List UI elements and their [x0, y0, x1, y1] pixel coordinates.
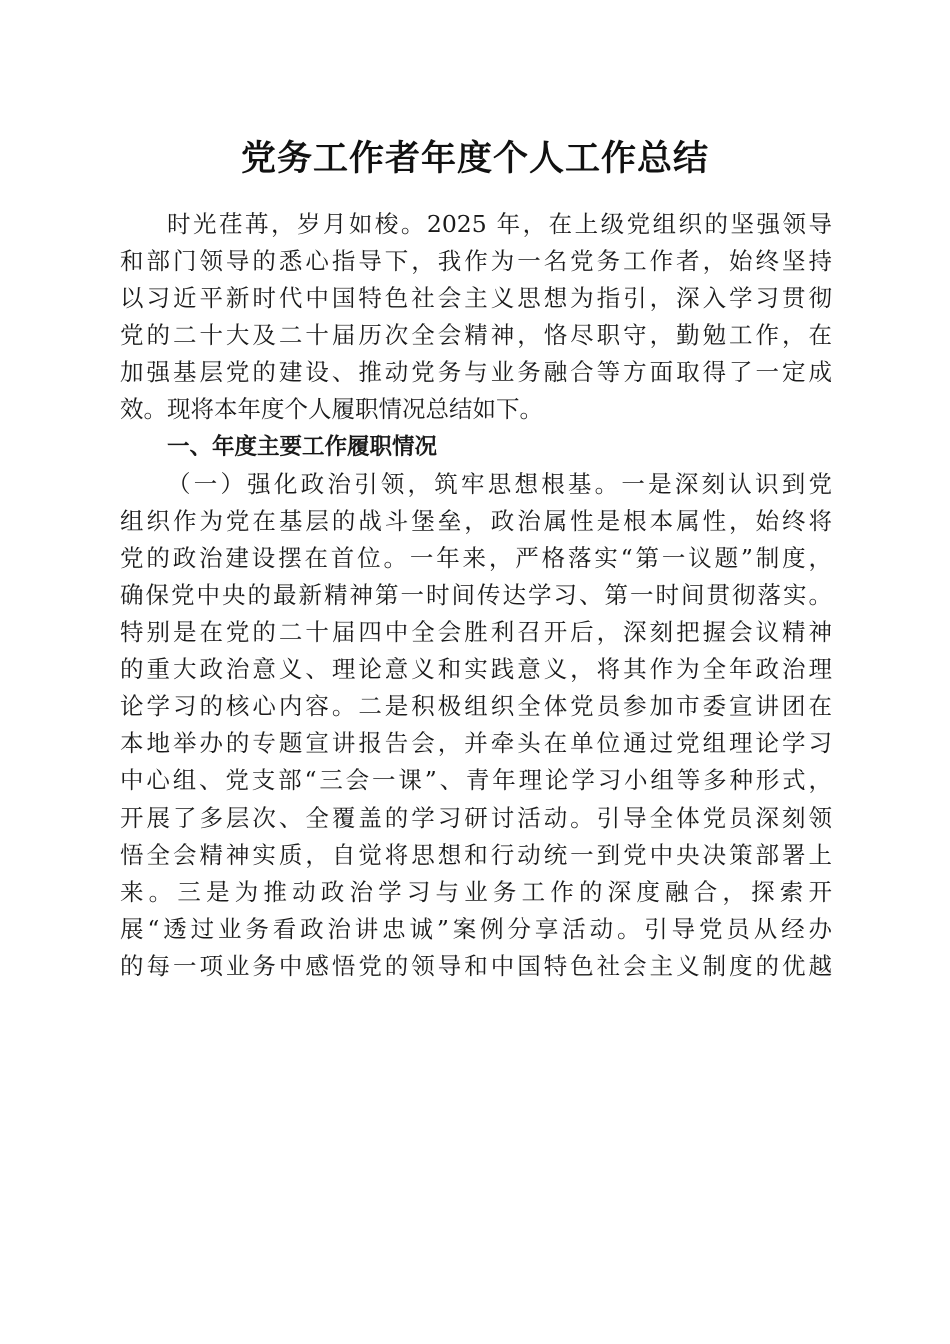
paragraph-line: 以习近平新时代中国特色社会主义思想为指引，深入学习贯彻 [120, 284, 832, 313]
document-title: 党务工作者年度个人工作总结 [240, 138, 709, 179]
paragraph-line: 和部门领导的悉心指导下，我作为一名党务工作者，始终坚持 [120, 247, 832, 276]
paragraph-line: 党的政治建设摆在首位。一年来，严格落实“第一议题”制度， [120, 543, 832, 572]
paragraph-line: 效。现将本年度个人履职情况总结如下。 [120, 395, 543, 424]
paragraph-line: 党的二十大及二十届历次全会精神，恪尽职守，勤勉工作，在 [120, 321, 832, 350]
paragraph-line: 的每一项业务中感悟党的领导和中国特色社会主义制度的优越 [120, 951, 832, 980]
paragraph-line: 展“透过业务看政治讲忠诚”案例分享活动。引导党员从经办 [120, 914, 832, 943]
document-body [120, 206, 832, 985]
paragraph-line: 组织作为党在基层的战斗堡垒，政治属性是根本属性，始终将 [120, 506, 832, 535]
paragraph-line: 确保党中央的最新精神第一时间传达学习、第一时间贯彻落实。 [120, 580, 832, 609]
section-heading: 一、年度主要工作履职情况 [167, 433, 438, 460]
paragraph-line: 来。三是为推动政治学习与业务工作的深度融合，探索开 [120, 877, 832, 906]
paragraph-line: 特别是在党的二十届四中全会胜利召开后，深刻把握会议精神 [120, 618, 832, 647]
paragraph-line: 加强基层党的建设、推动党务与业务融合等方面取得了一定成 [120, 358, 832, 387]
paragraph-line: 本地举办的专题宣讲报告会，并牵头在单位通过党组理论学习 [120, 729, 832, 758]
paragraph-line: 开展了多层次、全覆盖的学习研讨活动。引导全体党员深刻领 [120, 803, 832, 832]
paragraph-line: 时光荏苒，岁月如梭。2025 年，在上级党组织的坚强领导 [167, 210, 832, 238]
paragraph-line: 的重大政治意义、理论意义和实践意义，将其作为全年政治理 [120, 655, 832, 684]
paragraph-line: （一）强化政治引领，筑牢思想根基。一是深刻认识到党 [167, 469, 832, 498]
paragraph-line: 中心组、党支部“三会一课”、青年理论学习小组等多种形式， [120, 766, 832, 795]
paragraph-line: 论学习的核心内容。二是积极组织全体党员参加市委宣讲团在 [120, 692, 832, 721]
paragraph-line: 悟全会精神实质，自觉将思想和行动统一到党中央决策部署上 [120, 840, 832, 869]
